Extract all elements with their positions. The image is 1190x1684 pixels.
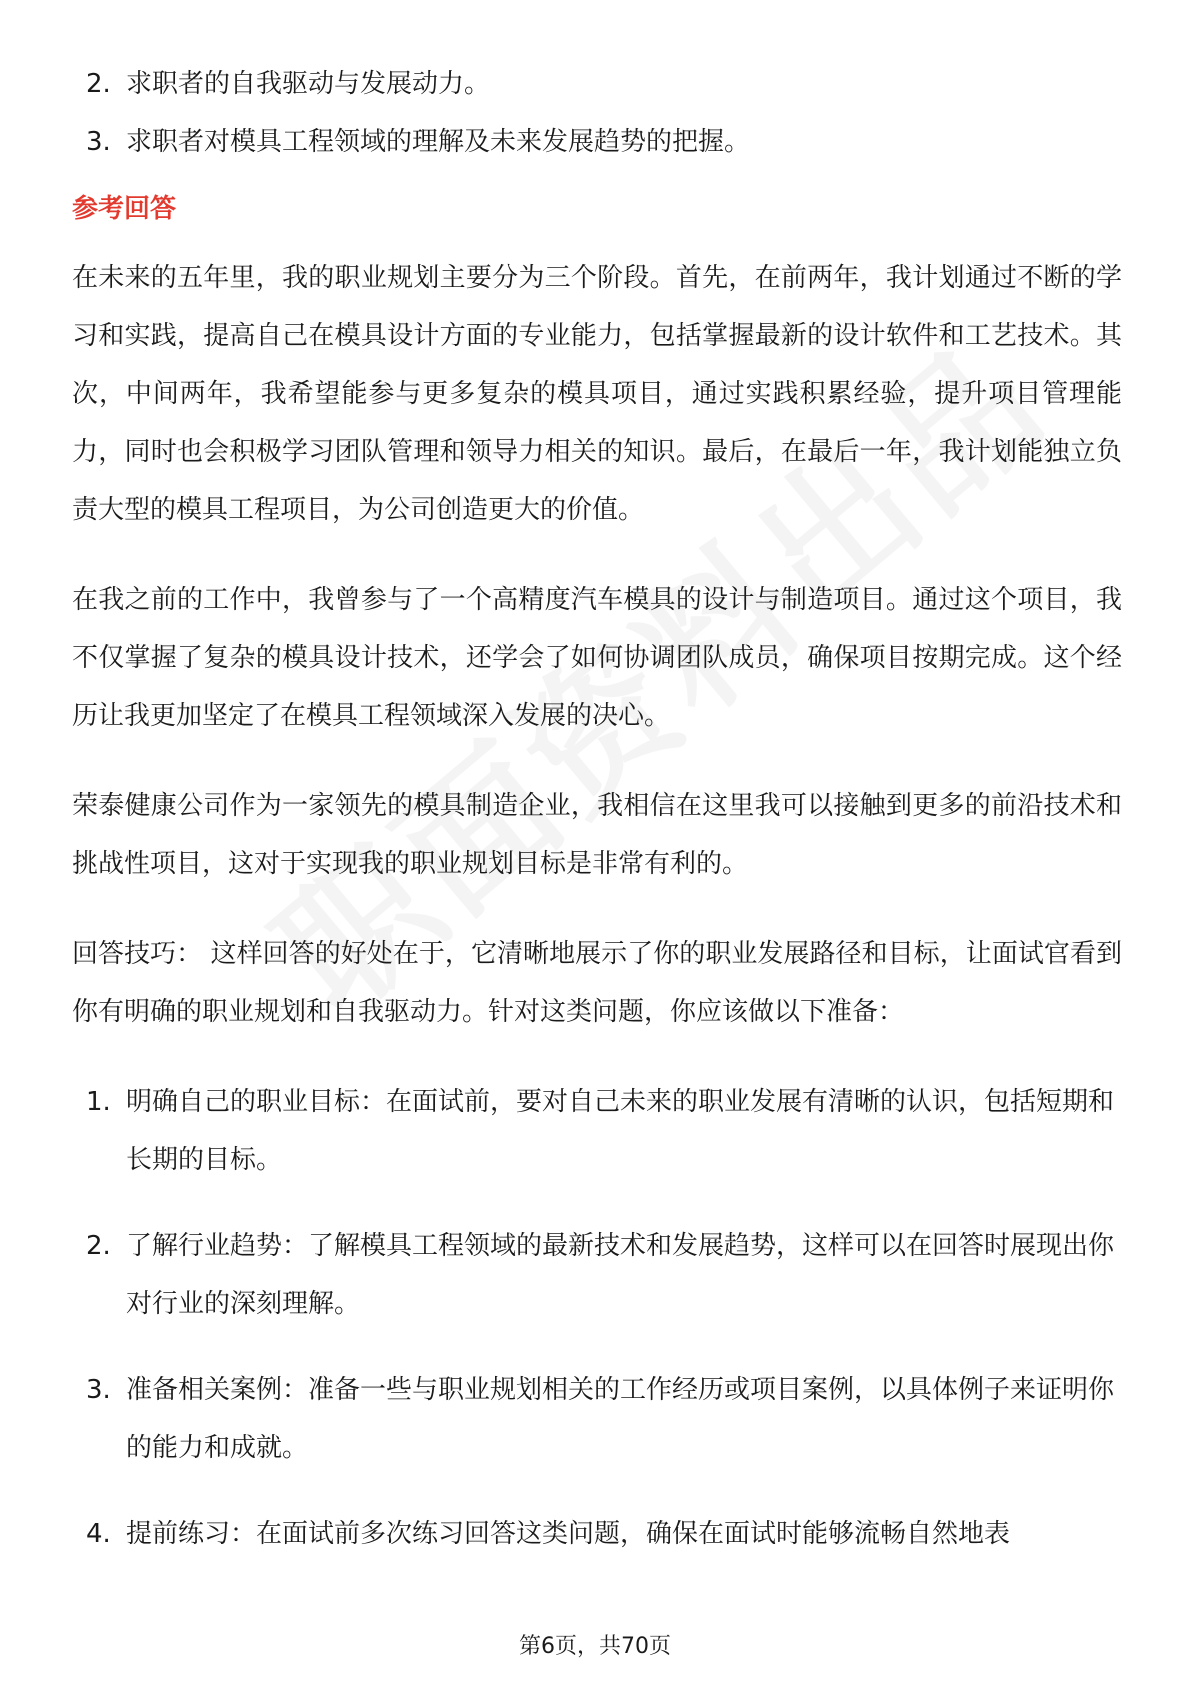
list-item (72, 55, 1122, 113)
list-text: 准备相关案例：准备一些与职业规划相关的工作经历或项目案例，以具体例子来证明你的能力和成就。 (126, 1375, 1115, 1463)
tips-intro-paragraph: 回答技巧： 这样回答的好处在于，它清晰地展示了你的职业发展路径和目标，让面试官看到你有明确的职业规划和自我驱动力。针对这类问题，你应该做以下准备： (72, 939, 1122, 1027)
list-text: 提前练习：在面试前多次练习回答这类问题，确保在面试时能够流畅自然地表 (126, 1519, 1011, 1549)
list-number: 2. (86, 69, 111, 99)
tips-list (72, 1073, 1122, 1563)
page-content (72, 55, 1122, 1591)
list-item (72, 113, 1122, 171)
page-number-footer: 第6页，共70页 (519, 1634, 671, 1659)
list-number: 3. (86, 127, 111, 157)
answer-paragraph: 荣泰健康公司作为一家领先的模具制造企业，我相信在这里我可以接触到更多的前沿技术和挑战性项目，这对于实现我的职业规划目标是非常有利的。 (72, 791, 1122, 879)
list-number: 1. (86, 1087, 111, 1117)
answer-paragraph: 在未来的五年里，我的职业规划主要分为三个阶段。首先，在前两年，我计划通过不断的学习和实践，提高自己在模具设计方面的专业能力，包括掌握最新的设计软件和工艺技术。其次，中间两年，我希望能参与更多复杂的模具项目，通过实践积累经验，提升项目管理能力，同时也会积极学习团队管理和领导力相关的知识。最后，在最后一年，我计划能独立负责大型的模具工程项目，为公司创造更大的价值。 (72, 263, 1122, 525)
list-item (72, 1505, 1122, 1563)
list-item (72, 1217, 1122, 1333)
list-item (72, 1361, 1122, 1477)
list-text: 明确自己的职业目标：在面试前，要对自己未来的职业发展有清晰的认识，包括短期和长期的目标。 (126, 1087, 1115, 1175)
list-number: 4. (86, 1519, 111, 1549)
list-item (72, 1073, 1122, 1189)
answer-paragraph: 在我之前的工作中，我曾参与了一个高精度汽车模具的设计与制造项目。通过这个项目，我不仅掌握了复杂的模具设计技术，还学会了如何协调团队成员，确保项目按期完成。这个经历让我更加坚定了在模具工程领域深入发展的决心。 (72, 585, 1122, 731)
list-number: 3. (86, 1375, 111, 1405)
list-text: 求职者的自我驱动与发展动力。 (126, 69, 491, 99)
list-text: 求职者对模具工程领域的理解及未来发展趋势的把握。 (126, 127, 751, 157)
question-focus-list (72, 55, 1122, 171)
list-text: 了解行业趋势：了解模具工程领域的最新技术和发展趋势，这样可以在回答时展现出你对行业的深刻理解。 (126, 1231, 1115, 1319)
list-number: 2. (86, 1231, 111, 1261)
section-heading: 参考回答 (72, 194, 177, 224)
